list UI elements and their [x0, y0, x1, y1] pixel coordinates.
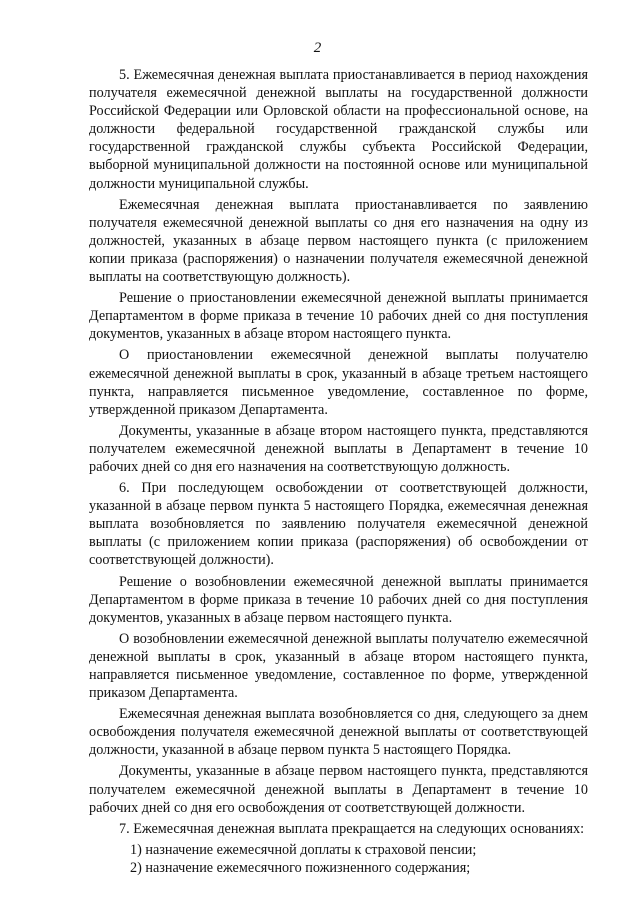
paragraph: 5. Ежемесячная денежная выплата приостанавливается в период нахождения получателя ежемесячной денежной выплаты на государственной должности Российской Федерации или Орловской области на профессиональной основе, на должности федеральной государственной гражданской службы или государственной гражданской службы субъекта Российской Федерации, выборной муниципальной должности на постоянной основе или муниципальной должности муниципальной службы.: [89, 67, 588, 192]
list-item: 1) назначение ежемесячной доплаты к страховой пенсии;: [130, 841, 477, 858]
page-number: 2: [313, 40, 322, 56]
paragraph: Документы, указанные в абзаце первом настоящего пункта, представляются получателем ежемесячной денежной выплаты в Департамент в течение 10 рабочих дней со дня его освобождения от соответствующей должности.: [89, 763, 588, 816]
paragraph: Решение о возобновлении ежемесячной денежной выплаты принимается Департаментом в форме приказа в течение 10 рабочих дней со дня поступления документов, указанных в абзаце первом настоящего пункта.: [89, 573, 588, 626]
paragraph: 7. Ежемесячная денежная выплата прекращается на следующих основаниях:: [119, 820, 585, 837]
paragraph: 6. При последующем освобождении от соответствующей должности, указанной в абзаце первом пункта 5 настоящего Порядка, ежемесячная денежная выплата возобновляется по заявлению получателя ежемесячной денежной выплаты (с приложением копии приказа (распоряжения) об освобождении от соответствующей должности).: [89, 480, 588, 569]
list-item: 2) назначение ежемесячного пожизненного содержания;: [130, 859, 471, 876]
paragraph: О возобновлении ежемесячной денежной выплаты получателю ежемесячной денежной выплаты в срок, указанный в абзаце втором настоящего пункта, направляется письменное уведомление, составленное по форме, утвержденной приказом Департамента.: [89, 630, 588, 702]
paragraph: Документы, указанные в абзаце втором настоящего пункта, представляются получателем ежемесячной денежной выплаты в Департамент в течение 10 рабочих дней со дня его назначения на соответствующую должность.: [89, 422, 588, 475]
paragraph: О приостановлении ежемесячной денежной выплаты получателю ежемесячной денежной выплаты в срок, указанный в абзаце третьем настоящего пункта, направляется письменное уведомление, составленное по форме, утвержденной приказом Департамента.: [89, 347, 588, 418]
paragraph: Ежемесячная денежная выплата приостанавливается по заявлению получателя ежемесячной денежной выплаты со дня его назначения на одну из должностей, указанных в абзаце первом настоящего пункта (с приложением копии приказа (распоряжения) о назначении получателя ежемесячной денежной выплаты на соответствующую должность).: [89, 196, 588, 286]
paragraph: Решение о приостановлении ежемесячной денежной выплаты принимается Департаментом в форме приказа в течение 10 рабочих дней со дня поступления документов, указанных в абзаце втором настоящего пункта.: [89, 290, 588, 343]
document-body: [89, 66, 588, 877]
paragraph: Ежемесячная денежная выплата возобновляется со дня, следующего за днем освобождения получателя ежемесячной денежной выплаты от соответствующей должности, указанной в абзаце первом пункта 5 настоящего Порядка.: [89, 706, 588, 759]
